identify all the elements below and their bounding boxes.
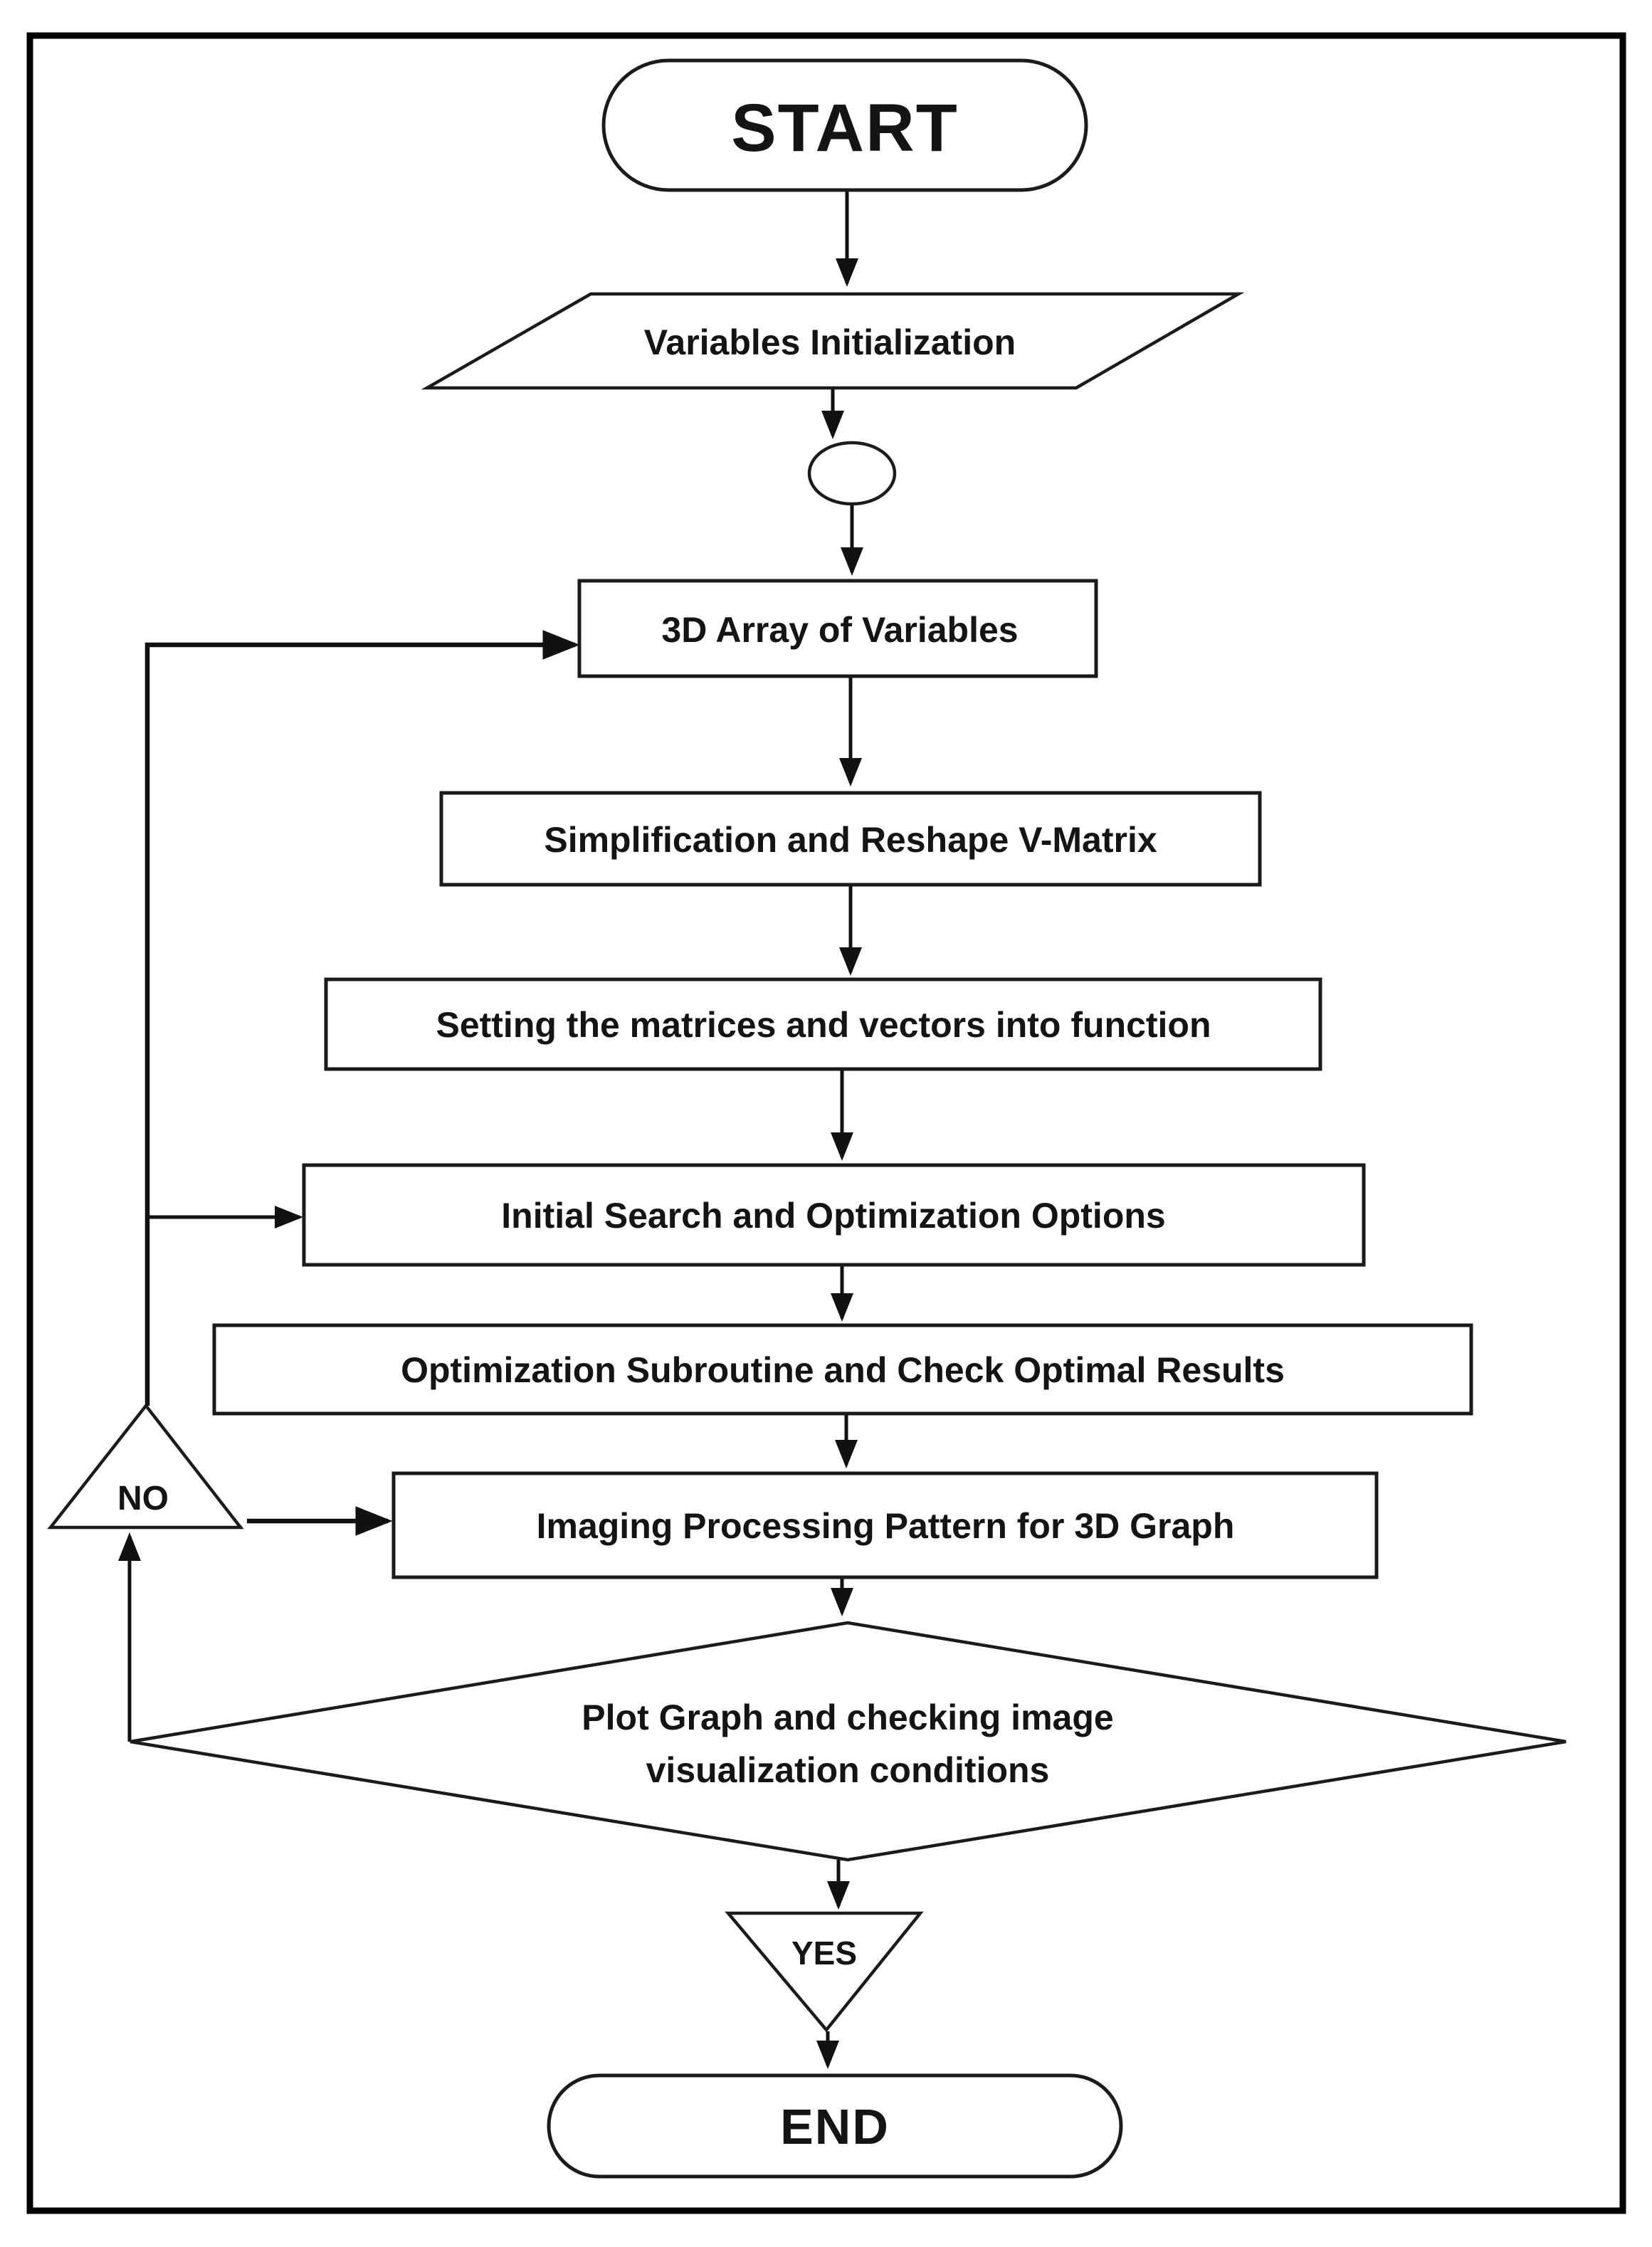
node-3d-array-label: 3D Array of Variables: [661, 610, 1019, 650]
node-variables-initialization-label: Variables Initialization: [643, 322, 1016, 362]
node-end-label: END: [780, 2099, 890, 2154]
node-yes-gate-label: YES: [791, 1935, 858, 1972]
node-start-label: START: [731, 90, 959, 166]
node-decision-label-line1: Plot Graph and checking image: [582, 1698, 1114, 1737]
node-decision-label-line2: visualization conditions: [646, 1750, 1050, 1790]
node-decision-diamond: [130, 1623, 1566, 1860]
node-optimization-subroutine-label: Optimization Subroutine and Check Optimal Results: [401, 1350, 1285, 1390]
node-setting-matrices-label: Setting the matrices and vectors into function: [436, 1005, 1211, 1045]
node-simplification-label: Simplification and Reshape V-Matrix: [544, 820, 1157, 860]
node-no-gate-label: NO: [117, 1480, 169, 1517]
node-initial-search-label: Initial Search and Optimization Options: [501, 1196, 1166, 1236]
node-imaging-processing-label: Imaging Processing Pattern for 3D Graph: [536, 1506, 1235, 1546]
node-connector-circle: [809, 443, 895, 504]
node-yes-gate: [728, 1913, 920, 2030]
